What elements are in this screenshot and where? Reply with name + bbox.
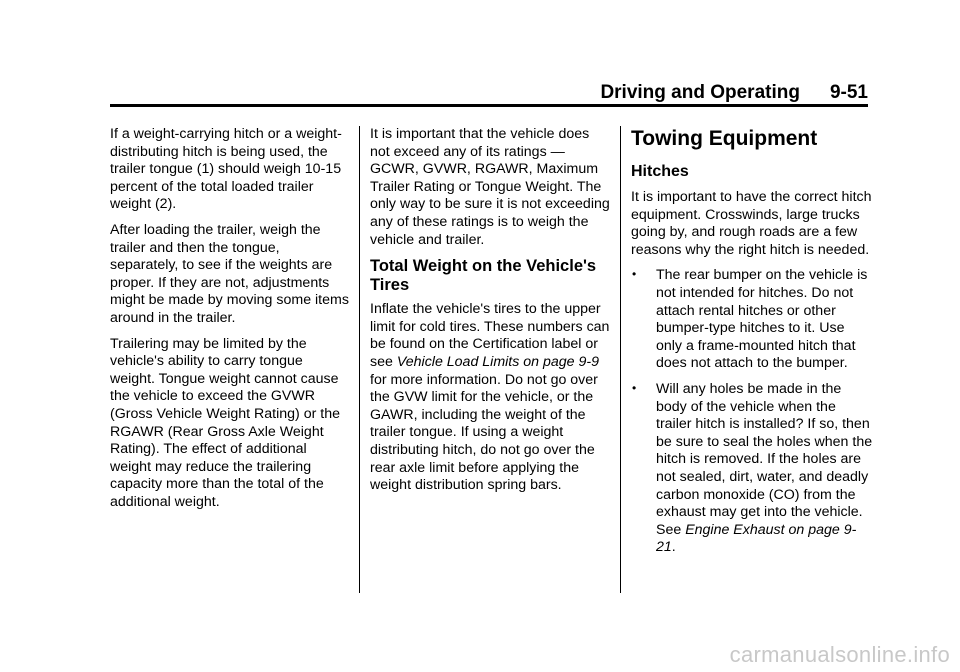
subheading-hitches: Hitches [631, 163, 689, 180]
page-number: 9-51 [829, 82, 868, 103]
paragraph-hitch-equipment: It is important to have the correct hitch equipment. Crosswinds, large trucks going by, and rough roads are a few reasons why the right hitch is needed. [631, 189, 872, 258]
bullet-icon: • [632, 380, 637, 395]
page-header [600, 82, 868, 104]
paragraph-weigh-trailer: After loading the trailer, weigh the trailer and then the tongue, separately, to see if the weights are proper. If they are not, adjustments might be made by moving some items around in the trailer. [110, 221, 349, 326]
paragraph-trailering-limits: Trailering may be limited by the vehicle's ability to carry tongue weight. Tongue weight cannot cause the vehicle to exceed the GVWR (Gross Vehicle Weight Rating) or the RGAWR (Rear Gross Axle Weight Rating). The effect of additional weight may reduce the trailering capacity more than the total of the additional weight. [110, 335, 340, 510]
header-rule [110, 104, 868, 107]
bullet-item-holes [631, 381, 873, 557]
inflate-text-start: Inflate the vehicle's tires to the upper limit for cold tires. These numbers can be found on the Certification label or see [370, 301, 610, 370]
section-heading-towing-equipment: Towing Equipment [631, 127, 818, 150]
column-divider-2 [620, 126, 621, 593]
bullet-icon: • [632, 267, 637, 282]
bullet-text: The rear bumper on the vehicle is not intended for hitches. Do not attach rental hitches or other bumper-type hitches to it. Use only a frame-mounted hitch that does not attach to the bumper. [656, 267, 868, 372]
column-3 [631, 126, 873, 565]
bullet-item-rear-bumper [631, 267, 873, 373]
column-divider-1 [359, 126, 360, 593]
bullet-text-end: . [671, 539, 676, 556]
heading-total-weight: Total Weight on the Vehicle's Tires [370, 257, 597, 295]
paragraph-inflate-tires [370, 301, 610, 495]
paragraph-tongue-weight: If a weight-carrying hitch or a weight-distributing hitch is being used, the trailer tongue (1) should weigh 10-15 percent of the total loaded trailer weight (2). [110, 126, 342, 213]
inflate-text-end: for more information. Do not go over the GVW limit for the vehicle, or the GAWR, including the weight of the trailer tongue. If using a weight distributing hitch, do not go over the rear axle limit before applying the weight distribution spring bars. [370, 371, 598, 494]
watermark: carmanualsonline.info [729, 642, 950, 667]
section-title: Driving and Operating [600, 82, 800, 103]
column-1 [110, 126, 350, 519]
link-vehicle-load-limits[interactable]: Vehicle Load Limits on page 9-9 [396, 353, 599, 370]
paragraph-ratings: It is important that the vehicle does not exceed any of its ratings — GCWR, GVWR, RGAWR, Maximum Trailer Rating or Tongue Weight. The only way to be sure it is not exceeding any of these ratings is to weigh the vehicle and trailer. [370, 126, 610, 248]
bullet-text-start: Will any holes be made in the body of the vehicle when the trailer hitch is installed? If so, then be sure to seal the holes when the hitch is removed. If the holes are not sealed, dirt, water, and deadly carbon monoxide (CO) from the exhaust may get into the vehicle. See [656, 380, 873, 538]
column-2 [370, 126, 610, 503]
link-engine-exhaust[interactable]: Engine Exhaust on page 9-21 [656, 521, 857, 556]
